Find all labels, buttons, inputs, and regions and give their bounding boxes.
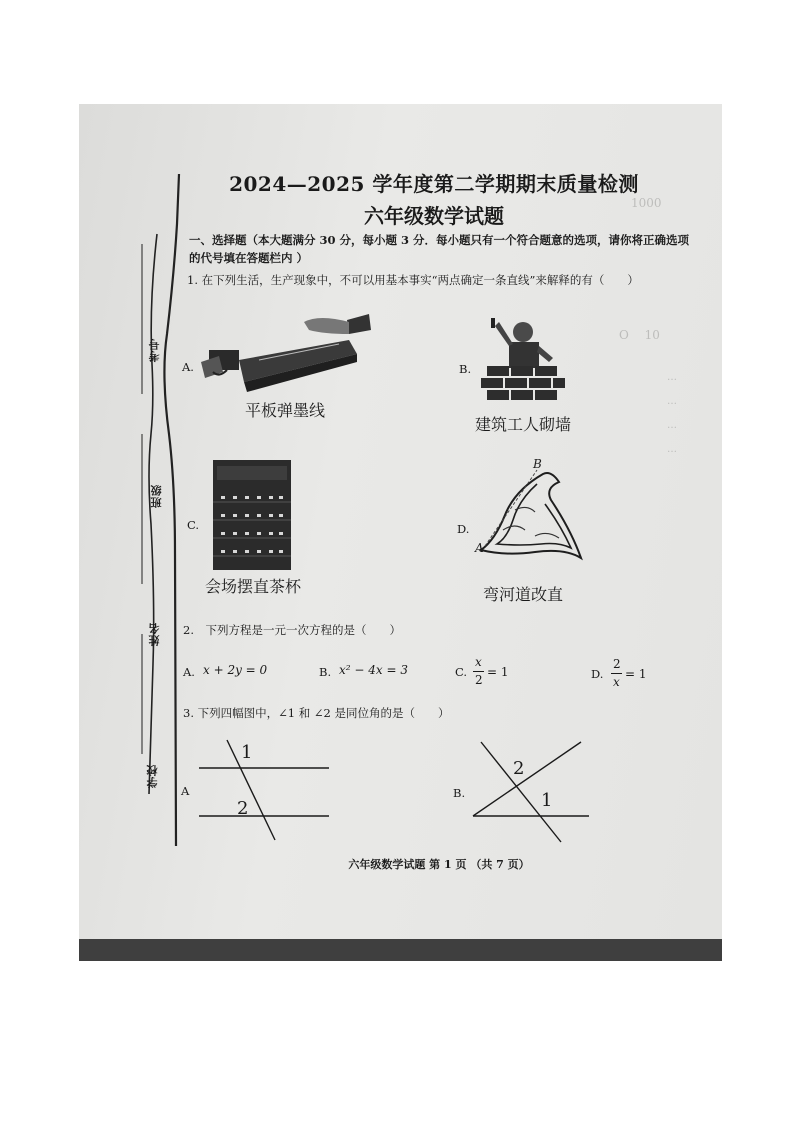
name-label: 姓名	[148, 622, 161, 646]
q1-option-b-letter: B.	[459, 362, 472, 376]
school-label: 学校	[146, 764, 159, 788]
ink-line-board-image	[199, 312, 369, 402]
q1-option-a-letter: A.	[182, 360, 194, 374]
q2-option-c-letter: C.	[455, 665, 468, 679]
q3-option-b-letter: B.	[453, 786, 466, 800]
q3-a-angle-1: 1	[241, 742, 253, 763]
river-point-b: B	[533, 457, 542, 471]
section-heading: 一、选择题（本大题满分 30 分，每小题 3 分．每小题只有一个符合题意的选项，请你将正确选项的代号填在答题栏内 ）	[189, 233, 690, 265]
exam-paper: 1000 O 10 … … … … 考号 班级 姓名 学校 2024—2025 学年度第二学期期末质量检测 六年级数学试题 一、选择题（本大题满分 30 分，每小题 3 分．每小题只有一个符合题意的选项，请你将正确选项的代号填在答题栏内 ） 1. 在下列生活，生产现象中，不可以用基本事实“两点确定一条直线”来解释的有（ ） A. 平板弹墨线 B. 建筑工人砌墙 C. 会场摆直茶杯 D. B A 弯河道改直 2. 下列方程是一元一次方程的是（ ） A. x + 2y = 0 B. x² − 4x = 3 C. x 2 = 1 D. 2 x = 1 3. 下列四幅图中，∠1 和 ∠2 是同位角的是（ ） A 1 2 B. 2 1 六年级数学试题 第 1 页 （共 7 页）	[79, 104, 722, 939]
river-straighten-image	[475, 457, 585, 570]
q3-figure-b	[471, 738, 601, 848]
q2-option-b-letter: B.	[319, 665, 332, 679]
q3-option-a-letter: A	[181, 784, 190, 798]
q2-option-c-den: 2	[475, 673, 483, 687]
q2-option-d-den: x	[613, 675, 620, 689]
teacups-hall-image	[213, 460, 291, 570]
question-1-stem: 1. 在下列生活，生产现象中，不可以用基本事实“两点确定一条直线”来解释的有（ ）	[187, 273, 639, 287]
q2-option-b-expr: x² − 4x = 3	[339, 663, 408, 677]
q3-figure-a	[195, 736, 335, 846]
q1-option-c-caption: 会场摆直茶杯	[205, 577, 302, 596]
question-3-stem: 3. 下列四幅图中，∠1 和 ∠2 是同位角的是（ ）	[183, 706, 450, 720]
q2-option-d-letter: D.	[591, 667, 604, 681]
q1-option-d-letter: D.	[457, 522, 470, 536]
page-subtitle: 六年级数学试题	[364, 204, 504, 228]
q1-option-b-caption: 建筑工人砌墙	[475, 415, 572, 434]
q2-option-d-rhs: = 1	[625, 667, 647, 681]
q2-option-d-num: 2	[613, 657, 621, 671]
q2-option-c-rhs: = 1	[487, 665, 509, 679]
photo-frame	[79, 104, 722, 961]
q2-option-c-fraction-bar	[473, 671, 484, 672]
q3-a-angle-2: 2	[237, 798, 249, 819]
binding-sidebar	[79, 104, 189, 939]
q2-option-a-expr: x + 2y = 0	[203, 663, 268, 677]
q2-option-d-fraction-bar	[611, 673, 622, 674]
exam-number-label: 考号	[148, 338, 161, 362]
question-2-stem: 2. 下列方程是一元一次方程的是（ ）	[183, 623, 401, 637]
q3-b-angle-1: 1	[541, 790, 553, 811]
q1-option-c-letter: C.	[187, 518, 200, 532]
q1-option-d-caption: 弯河道改直	[483, 585, 564, 604]
page-title: 2024—2025 学年度第二学期期末质量检测	[229, 172, 639, 196]
bricklayer-image	[481, 316, 571, 406]
photo-bottom-shadow	[79, 939, 722, 961]
q3-b-angle-2: 2	[513, 758, 525, 779]
river-point-a: A	[475, 541, 484, 555]
q2-option-a-letter: A.	[183, 665, 195, 679]
page-footer: 六年级数学试题 第 1 页 （共 7 页）	[348, 858, 530, 871]
q1-option-a-caption: 平板弹墨线	[245, 401, 326, 420]
q2-option-c-num: x	[475, 655, 482, 669]
class-label: 班级	[150, 484, 163, 508]
